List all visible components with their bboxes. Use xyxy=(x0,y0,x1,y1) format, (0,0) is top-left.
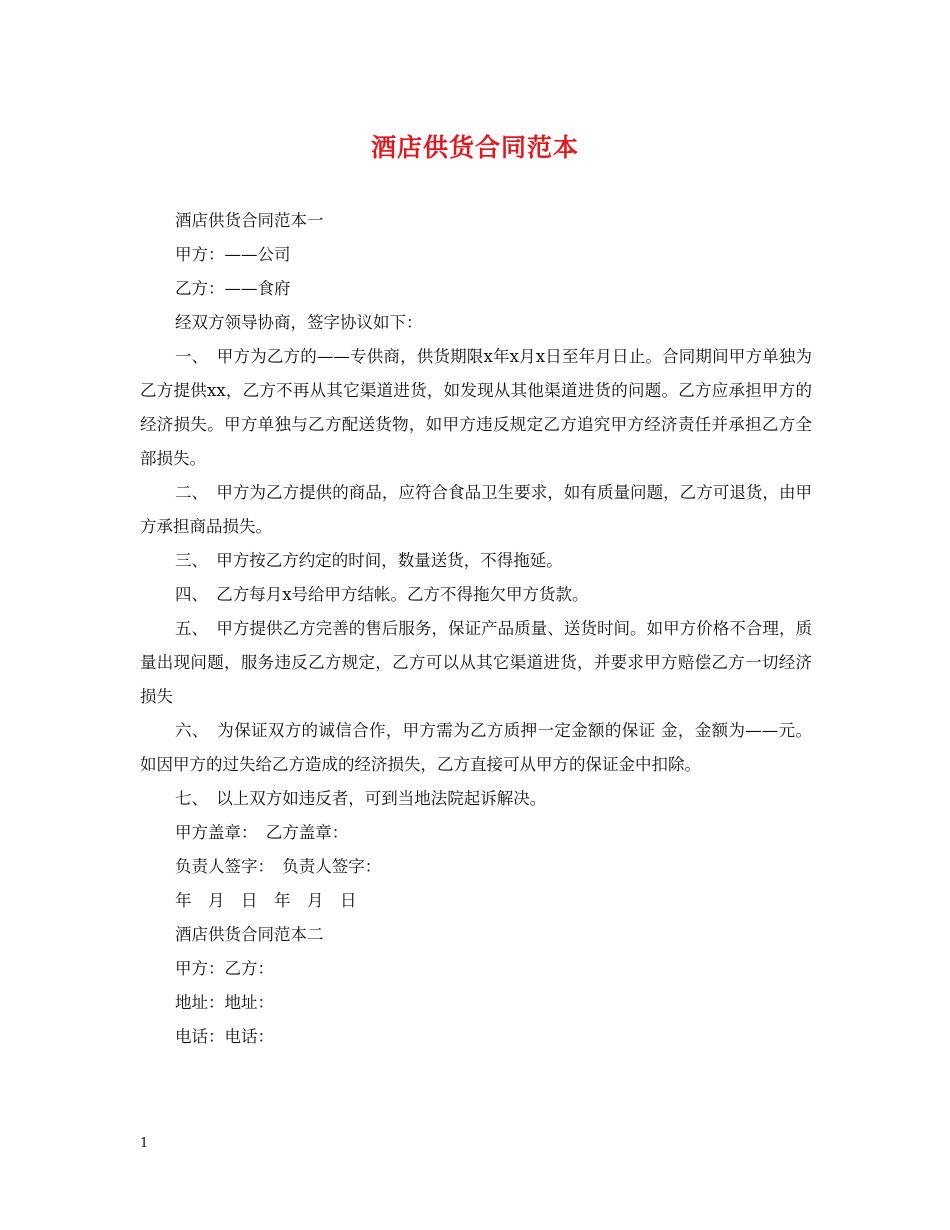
clause-2: 二、 甲方为乙方提供的商品，应符合食品卫生要求，如有质量问题，乙方可退货，由甲方承担商品损失。 xyxy=(140,483,812,536)
parties-line-2: 甲方：乙方： xyxy=(175,959,274,978)
document-body xyxy=(140,204,812,1054)
paragraph-heading-2: 酒店供货合同范本二 xyxy=(175,925,324,944)
clause-1: 一、 甲方为乙方的——专供商，供货期限x年x月x日至年月日止。合同期间甲方单独为乙方提供xx，乙方不再从其它渠道进货，如发现从其他渠道进货的问题。乙方应承担甲方的经济损失。甲方单独与乙方配送货物，如甲方违反规定乙方追究甲方经济责任并承担乙方全部损失。 xyxy=(140,347,812,468)
phone-line: 电话：电话： xyxy=(175,1027,274,1046)
paragraph-heading-1: 酒店供货合同范本一 xyxy=(175,211,324,230)
date-line: 年 月 日 年 月 日 xyxy=(175,891,357,910)
address-line: 地址：地址： xyxy=(175,993,274,1012)
clause-3: 三、 甲方按乙方约定的时间，数量送货，不得拖延。 xyxy=(175,551,563,570)
document-title: 酒店供货合同范本 xyxy=(370,133,579,162)
clause-7: 七、 以上双方如违反者，可到当地法院起诉解决。 xyxy=(175,789,547,808)
paragraph-party-a: 甲方：——公司 xyxy=(175,245,291,264)
page-number: 1 xyxy=(140,1136,149,1151)
clause-4: 四、 乙方每月x号给甲方结帐。乙方不得拖欠甲方货款。 xyxy=(175,585,589,604)
clause-5: 五、 甲方提供乙方完善的售后服务，保证产品质量、送货时间。如甲方价格不合理，质量出现问题，服务违反乙方规定，乙方可以从其它渠道进货，并要求甲方赔偿乙方一切经济损失 xyxy=(140,619,812,706)
signature-line: 负责人签字： 负责人签字： xyxy=(175,857,382,876)
clause-6: 六、 为保证双方的诚信合作，甲方需为乙方质押一定金额的保证 金，金额为——元。如因甲方的过失给乙方造成的经济损失，乙方直接可从甲方的保证金中扣除。 xyxy=(140,721,812,774)
paragraph-intro: 经双方领导协商，签字协议如下： xyxy=(175,313,423,332)
seal-line: 甲方盖章： 乙方盖章： xyxy=(175,823,349,842)
paragraph-party-b: 乙方：——食府 xyxy=(175,279,291,298)
